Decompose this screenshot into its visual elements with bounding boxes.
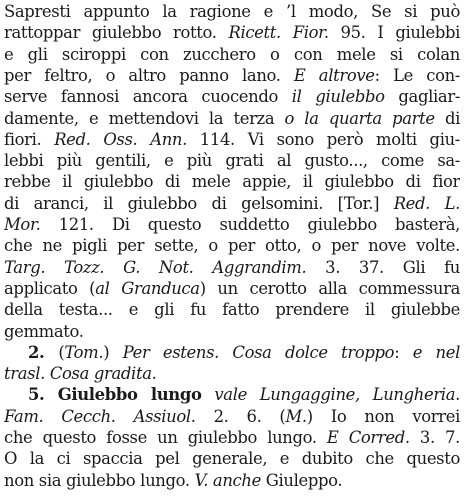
- text-line: [4, 256, 460, 279]
- text-segment: :: [394, 342, 413, 362]
- text-segment: 3. 37. Gli fu: [306, 257, 460, 277]
- text-segment: e nel: [412, 342, 460, 362]
- text-segment: 114. Vi sono però molti giu-: [186, 129, 460, 149]
- text-segment: di aranci, il giulebbo di gelsomini. [Tor.]: [4, 193, 394, 213]
- text-segment: vale Lungaggine, Lungheria.: [201, 385, 460, 405]
- text-segment: trasl. Cosa gradita.: [4, 364, 157, 384]
- text-line: [4, 426, 460, 449]
- text-segment: o la quarta parte: [284, 108, 435, 128]
- text-segment: Mor.: [4, 215, 41, 234]
- text-segment: Red. Oss. Ann.: [54, 129, 187, 149]
- text-segment: di: [434, 108, 460, 128]
- text-segment: M.: [285, 406, 307, 426]
- text-segment: ): [103, 342, 123, 362]
- text-segment: E Corred.: [326, 428, 410, 447]
- text-segment: della testa... e gli fu fatto prendere il giulebbe: [4, 300, 460, 320]
- text-segment: 2. 6. (: [195, 406, 286, 426]
- text-segment: gagliar-: [384, 87, 460, 107]
- text-line: [4, 469, 460, 492]
- text-segment: Giuleppo.: [260, 470, 343, 490]
- text-line: [4, 85, 460, 108]
- text-segment: per feltro, o altro panno lano.: [4, 65, 294, 85]
- text-segment: 3. 7.: [409, 428, 460, 447]
- text-line: [4, 0, 460, 23]
- text-segment: Per estens. Cosa dolce troppo: [122, 342, 395, 362]
- text-segment: rattoppar giulebbo rotto.: [4, 23, 229, 43]
- text-segment: non sia giulebbo lungo.: [4, 470, 195, 490]
- text-segment: il giulebbo: [291, 87, 385, 107]
- text-segment: Fam. Cecch. Assiuol.: [4, 406, 196, 426]
- text-segment: 95. I giulebbi: [328, 23, 460, 43]
- text-line: [4, 234, 460, 257]
- text-line: [4, 405, 460, 428]
- text-line: [4, 170, 460, 193]
- text-segment: ) un cerotto alla commessura: [199, 278, 460, 298]
- text-segment: gemmato.: [4, 321, 84, 341]
- text-segment: che ne pigli per sette, o per otto, o per nove volte.: [4, 236, 460, 256]
- text-line: [28, 341, 460, 364]
- text-line: [28, 383, 460, 406]
- text-segment: 5. Giulebbo lungo: [28, 385, 202, 405]
- text-segment: al Granduca: [95, 278, 200, 298]
- text-segment: Sapresti appunto la ragione e ’l modo, Se si può: [4, 2, 460, 21]
- text-segment: (: [58, 342, 65, 362]
- text-segment: Red. L.: [393, 193, 460, 213]
- text-line: [4, 298, 460, 321]
- text-segment: serve fannosi ancora cuocendo: [4, 87, 292, 107]
- text-segment: rebbe il giulebbo di mele appie, il giulebbo di fior: [4, 172, 460, 192]
- text-segment: 2.: [28, 342, 59, 362]
- text-segment: Targ. Tozz. G. Not. Aggrandim.: [4, 257, 307, 277]
- text-segment: e gli sciroppi con zucchero o con mele si colan: [4, 44, 460, 64]
- text-segment: che questo fosse un giulebbo lungo.: [4, 428, 327, 447]
- text-line: [4, 320, 460, 343]
- text-segment: lebbi più gentili, e più grati al gusto..., come sa-: [4, 151, 460, 171]
- text-segment: O la ci spaccia pel generale, e dubito che questo: [4, 449, 460, 469]
- text-line: [4, 128, 460, 151]
- text-line: [4, 149, 460, 172]
- text-line: [4, 21, 460, 44]
- text-line: [4, 64, 460, 87]
- text-line: [4, 43, 460, 66]
- text-segment: damente, e mettendovi la terza: [4, 108, 285, 128]
- text-segment: V. anche: [194, 470, 261, 490]
- text-segment: 121. Di questo suddetto giulebbo basterà,: [40, 215, 460, 234]
- text-segment: fiori.: [4, 129, 55, 149]
- text-line: [4, 277, 460, 300]
- text-segment: Ricett. Fior.: [228, 23, 329, 43]
- text-line: [4, 447, 460, 470]
- text-line: [4, 107, 460, 130]
- text-line: [4, 362, 460, 385]
- text-segment: E altrove: [293, 65, 375, 85]
- text-line: [4, 192, 460, 215]
- text-segment: Tom.: [64, 342, 104, 362]
- text-segment: ) Io non vorrei: [306, 406, 460, 426]
- text-line: [4, 213, 460, 236]
- text-segment: applicato (: [4, 278, 96, 298]
- text-segment: : Le con-: [374, 65, 460, 85]
